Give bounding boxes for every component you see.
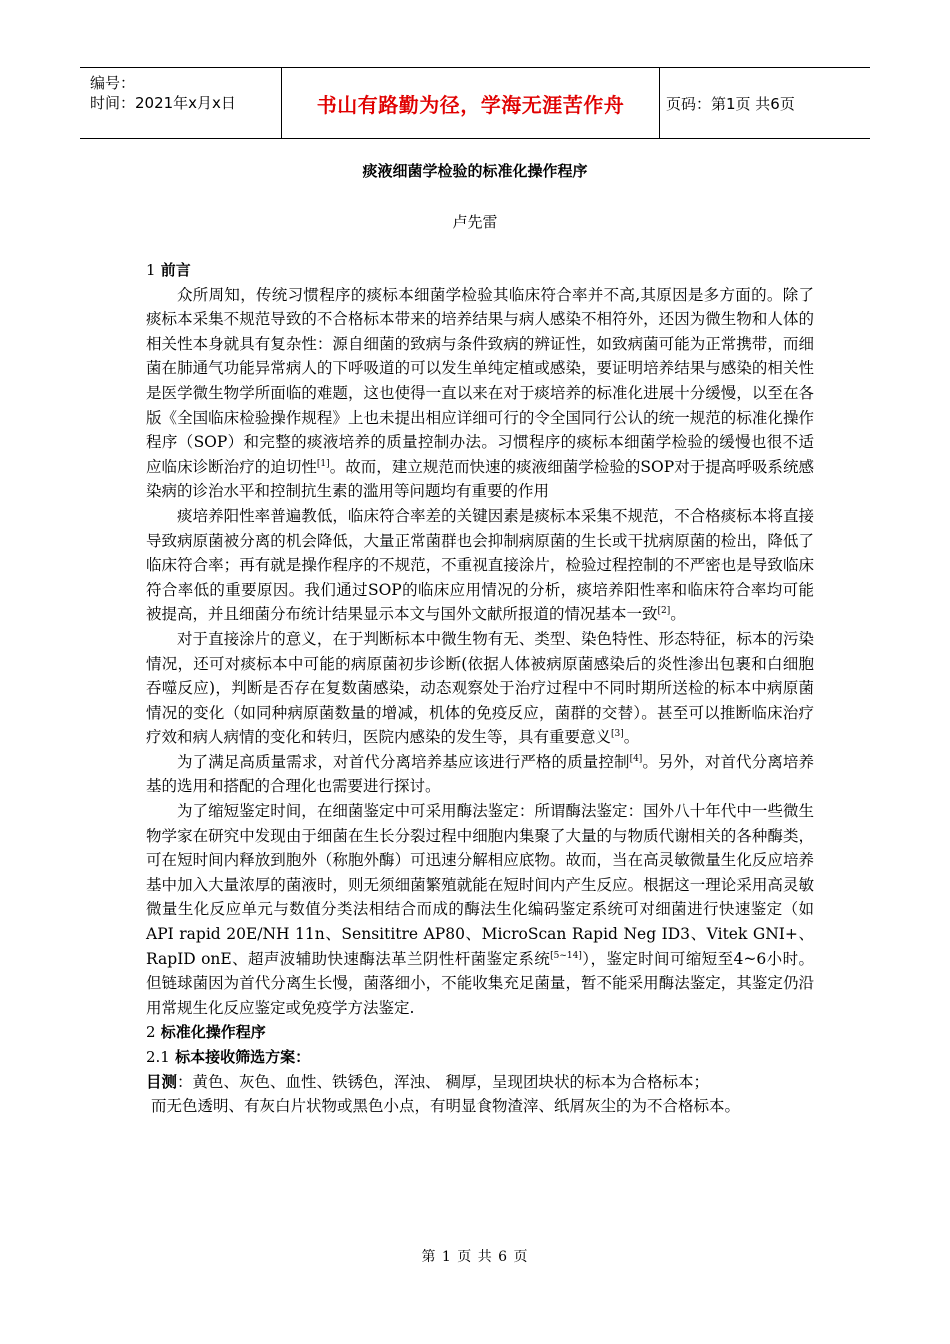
document-body bbox=[146, 258, 814, 1119]
section-number: 1 bbox=[146, 261, 156, 279]
section-number: 2.1 bbox=[146, 1048, 170, 1066]
paragraph-text: 为了缩短鉴定时间，在细菌鉴定中可采用酶法鉴定：所谓酶法鉴定：国外八十年代中一些微生物学家在研究中发现由于细菌在生长分裂过程中细胞内集聚了大量的与物质代谢相关的各种酶类，可在短时间内释放到胞外（称胞外酶）可迅速分解相应底物。故而，当在高灵敏微量生化反应培养基中加入大量浓厚的菌液时，则无须细菌繁殖就能在短时间内产生反应。根据这一理论采用高灵敏微量生化反应单元与数值分类法相结合而成的酶法生化编码鉴定系统可对细菌进行快速鉴定（如API rapid 20E/NH 11n、Sensititre AP80、MicroScan Rapid Neg ID3、Vitek GNI+、RapID onE、超声波辅助快速酶法革兰阴性杆菌鉴定系统 bbox=[146, 802, 814, 968]
time-label: 时间：2021年x月x日 bbox=[90, 94, 236, 112]
paragraph-4 bbox=[146, 750, 814, 799]
citation: [5~14] bbox=[550, 950, 582, 961]
paragraph-text: 。故而，建立规范而快速的痰液细菌学检验的SOP对于提高呼吸系统感染病的诊治水平和控制抗生素的滥用等问题均有重要的作用 bbox=[146, 457, 814, 501]
motto-text: 书山有路勤为径，学海无涯苦作舟 bbox=[316, 92, 625, 117]
paragraph-text: 。 bbox=[670, 605, 686, 624]
section-title: 标本接收筛选方案： bbox=[175, 1048, 311, 1066]
visual-inspection-line bbox=[146, 1070, 814, 1095]
page-footer: 第 1 页 共 6 页 bbox=[421, 1249, 529, 1265]
section-heading-2 bbox=[146, 1020, 814, 1045]
paragraph-text: ），鉴定时间可缩短至4~6小时。但链球菌因为首代分离生长慢，菌落细小，不能收集充足菌量，暂不能采用酶法鉴定，其鉴定仍沿用常规生化反应鉴定或免疫学方法鉴定. bbox=[146, 949, 814, 1017]
visual-inspection-text: ：黄色、灰色、血性、铁锈色，浑浊、 稠厚，呈现团块状的标本为合格标本； bbox=[177, 1072, 709, 1091]
subsection-heading-2-1 bbox=[146, 1045, 814, 1070]
visual-inspection-label: 目测 bbox=[146, 1072, 178, 1091]
paragraph-text: 。另外，对首代分离培养基的选用和搭配的合理化也需要进行探讨。 bbox=[146, 752, 814, 796]
code-label: 编号： bbox=[90, 74, 136, 92]
paragraph-text: 。 bbox=[623, 728, 640, 747]
paragraph-text: 众所周知，传统习惯程序的痰标本细菌学检验其临床符合率并不高,其原因是多方面的。除了痰标本采集不规范导致的不合格标本带来的培养结果与病人感染不相符外，还因为微生物和人体的相关性本身就具有复杂性：源自细菌的致病与条件致病的辨证性，如致病菌可能为正常携带，而细菌在肺通气功能异常病人的下呼吸道的可以发生单纯定植或感染，要证明培养结果与感染的相关性是医学微生物学所面临的难题，这也使得一直以来在对于痰培养的标准化进展十分缓慢，以至在各版《全国临床检验操作规程》上也未提出相应详细可行的令全国同行公认的统一规范的标准化操作程序（SOP）和完整的痰液培养的质量控制办法。习惯程序的痰标本细菌学检验的缓慢也很不适应临床诊断治疗的迫切性 bbox=[146, 285, 814, 476]
header-left-cell bbox=[86, 68, 282, 138]
paragraph-1 bbox=[146, 283, 814, 504]
header-motto-cell bbox=[281, 68, 660, 138]
header-table bbox=[80, 67, 870, 139]
section-title: 标准化操作程序 bbox=[160, 1023, 266, 1042]
document-author: 卢先雷 bbox=[452, 213, 498, 231]
paragraph-text: 痰培养阳性率普遍教低，临床符合率差的关键因素是痰标本采集不规范，不合格痰标本将直接导致病原菌被分离的机会降低，大量正常菌群也会抑制病原菌的生长或干扰病原菌的检出，降低了临床符合率；再有就是操作程序的不规范，不重视直接涂片，检验过程控制的不严密也是导致临床符合率低的重要原因。我们通过SOP的临床应用情况的分析，痰培养阳性率和临床符合率均可能被提高，并且细菌分布统计结果显示本文与国外文献所报道的情况基本一致 bbox=[146, 506, 814, 624]
paragraph-text: 为了满足高质量需求，对首代分离培养基应该进行严格的质量控制 bbox=[177, 752, 630, 771]
header-page-cell bbox=[658, 68, 870, 138]
document-title: 痰液细菌学检验的标准化操作程序 bbox=[362, 162, 588, 180]
citation: [4] bbox=[629, 753, 643, 764]
paragraph-text: 对于直接涂片的意义，在于判断标本中微生物有无、类型、染色特性、形态特征，标本的污染情况，还可对痰标本中可能的病原菌初步诊断(依据人体被病原菌感染后的炎性渗出包裹和白细胞吞噬反应)，判断是否存在复数菌感染，动态观察处于治疗过程中不同时期所送检的标本中病原菌情况的变化（如同种病原菌数量的增减，机体的免疫反应，菌群的交替）。甚至可以推断临床治疗疗效和病人病情的变化和转归，医院内感染的发生等，具有重要意义 bbox=[146, 629, 814, 747]
section-title: 前言 bbox=[160, 261, 191, 279]
section-number: 2 bbox=[146, 1023, 156, 1042]
citation: [1] bbox=[316, 458, 330, 469]
rejection-criteria-text: 而无色透明、有灰白片状物或黑色小点，有明显食物渣滓、纸屑灰尘的为不合格标本。 bbox=[150, 1097, 740, 1116]
citation: [2] bbox=[657, 606, 671, 617]
citation: [3] bbox=[611, 729, 624, 740]
paragraph-3 bbox=[146, 627, 814, 750]
section-heading-1 bbox=[146, 258, 814, 283]
paragraph-2 bbox=[146, 504, 814, 627]
page-label: 页码：第1页 共6页 bbox=[666, 94, 795, 113]
paragraph-5 bbox=[146, 799, 814, 1020]
rejection-criteria-line bbox=[146, 1094, 814, 1119]
